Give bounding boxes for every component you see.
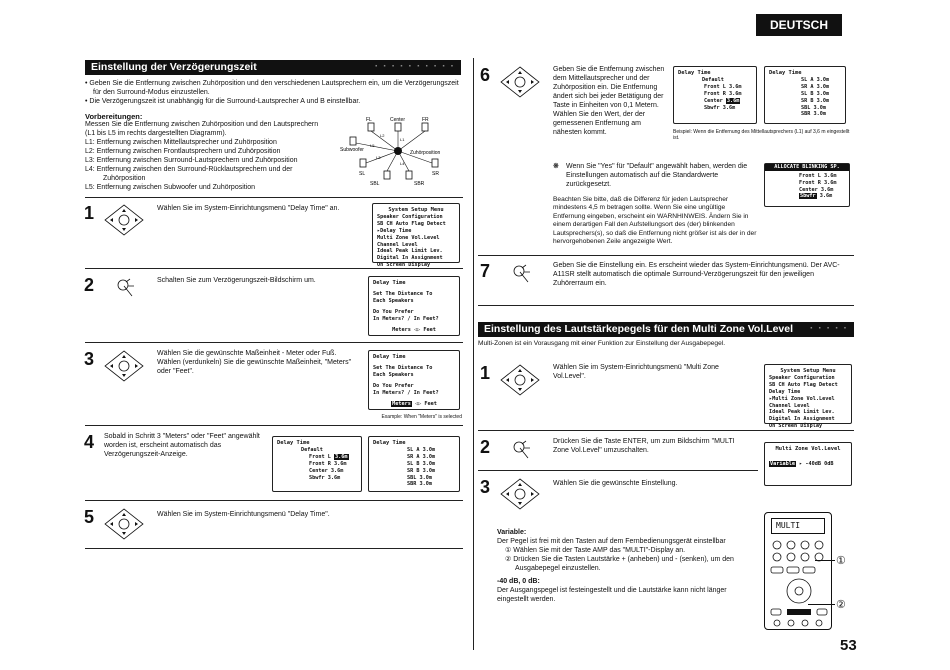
delay-screen-l1: Set The Distance To <box>373 365 433 372</box>
delay-values-screen-front <box>272 436 362 492</box>
banner-dots: · · · · · · · · · · <box>374 60 455 72</box>
variable-item-2: ② Drücken Sie die Tasten Lautstärke + (anheben) und - (senken), um den Ausgabepegel einzustellen. <box>505 555 734 572</box>
dpad-icon <box>500 478 540 510</box>
callout-1: ① <box>836 555 846 567</box>
warning-screen-title: ALLOCATE BLINKING SP. <box>765 164 849 171</box>
delay-values-screen-front-2 <box>673 66 757 124</box>
fixed-text: Der Ausgangspegel ist festeingestellt und die Lautstärke kann nicht länger eingestellt werden. <box>497 587 727 603</box>
mz-step-1-text: Wählen Sie im System-Einrichtungsmenü "Multi Zone Vol.Level". <box>553 364 719 380</box>
distance-l2: L2: Entfernung zwischen Frontlautsprechern und Zuhörposition <box>85 147 281 155</box>
language-tab: DEUTSCH <box>756 14 842 36</box>
prep-heading: Vorbereitungen: <box>85 112 143 121</box>
diagram-l2: L2 <box>380 133 385 138</box>
default-row: Default <box>301 447 323 454</box>
front-row: Front R 3.6m <box>704 90 742 97</box>
intro-bullets <box>85 80 463 107</box>
menu-item-6: Digital In Assignment <box>377 255 443 262</box>
multi-zone-screen <box>764 442 852 486</box>
step-5-text: Wählen Sie im System-Einrichtungsmenü "Delay Time". <box>157 511 330 518</box>
front-row: Front R 3.6m <box>309 460 347 467</box>
menu-item-2: Delay Time <box>769 388 801 395</box>
delay-unit-selected-screen <box>368 350 460 410</box>
mz-step-1-number: 1 <box>480 363 491 383</box>
diagram-fr: FR <box>422 117 429 123</box>
warn-row: Front R 3.6m <box>799 179 837 186</box>
delay-screen-title: Delay Time <box>373 280 406 286</box>
menu-item-4: Channel Level <box>377 241 418 248</box>
step-2-text: Schalten Sie zum Verzögerungszeit-Bildschirm um. <box>157 277 316 284</box>
diagram-listening: Zuhörposition <box>410 150 441 156</box>
delay-values-screen-rear-2 <box>764 66 846 124</box>
variable-items <box>505 547 757 574</box>
step-3-text: Wählen Sie die gewünschte Maßeinheit - Meter oder Fuß. Wählen (verdunkeln) Sie die gewünschte Maßeinheit, "Meters" oder "Feet". <box>157 350 352 375</box>
front-row: Front L 3.6m <box>704 83 742 90</box>
distance-l4: L4: Entfernung zwischen den Surround-Rücklautsprechern und der Zuhörposition <box>85 165 293 182</box>
divider <box>85 197 463 198</box>
enter-button-icon <box>508 262 534 284</box>
delay-values-title: Delay Time <box>769 70 802 76</box>
section-title-delay <box>85 60 461 75</box>
rear-row: SR A 3.0m <box>407 453 436 460</box>
multi-zone-row: Variable ▸ -40dB 0dB <box>770 461 834 468</box>
step-5-number: 5 <box>84 507 95 527</box>
rear-row: SR B 3.0m <box>801 97 830 104</box>
divider <box>85 342 463 343</box>
distance-l1: L1: Entfernung zwischen Mittellautsprecher und Zuhörposition <box>85 139 277 146</box>
default-label: Default <box>702 77 724 84</box>
step-6-number: 6 <box>480 65 491 85</box>
step-4-text: Sobald in Schritt 3 "Meters" oder "Feet" angewählt worden ist, erscheint automatisch das Verzögerungszeit-Anzeige. <box>104 433 260 458</box>
front-row: Sbwfr 3.6m <box>704 104 736 111</box>
meters-selected: Meters <box>392 400 411 407</box>
callout-2: ② <box>836 599 846 611</box>
front-row: Center 3.6m <box>704 97 740 104</box>
delay-screen-l5: Meters ◁▷ Feet <box>392 326 436 333</box>
diagram-l4: L4 <box>400 161 405 166</box>
delay-unit-screen <box>368 276 460 336</box>
mz-step-2-text: Drücken Sie die Taste ENTER, um zum Bildschirm "MULTI Zone Vol.Level" umzuschalten. <box>553 438 735 454</box>
step-3-number: 3 <box>84 349 95 369</box>
front-row: Sbwfr 3.6m <box>309 474 341 481</box>
rear-row: SL A 3.0m <box>407 447 436 454</box>
delay-screen-l4: In Meters? / In Feet? <box>373 315 439 322</box>
delay-screen-l3: Do You Prefer <box>373 308 414 315</box>
menu-item-2: ▸Delay Time <box>377 227 412 234</box>
diagram-sr: SR <box>432 171 439 177</box>
diagram-l5: L5 <box>370 143 375 148</box>
delay-values-title: Delay Time <box>277 440 310 446</box>
delay-screen-l1: Set The Distance To <box>373 291 433 298</box>
step-7-text: Geben Sie die Einstellung ein. Es erscheint wieder das System-Einrichtungsmenü. Der AVC-A11SR stellt automatisch die optimale Surround-Verzögerungszeit für den jeweiligen Zuhörerraum ein. <box>553 262 840 287</box>
menu-item-3: Multi Zone Vol.Level <box>377 234 440 241</box>
variable-heading: Variable: <box>497 529 527 536</box>
rear-row: SR B 3.0m <box>407 467 436 474</box>
menu-item-0: Speaker Configuration <box>769 375 835 382</box>
dpad-icon <box>104 508 144 540</box>
dpad-icon <box>500 364 540 396</box>
dpad-icon <box>104 350 144 382</box>
menu-item-1: SB CH Auto Flag Detect <box>377 220 446 227</box>
warn-row: Sbwfr 3.6m <box>800 193 833 200</box>
front-row: Center 3.6m <box>309 467 344 474</box>
speaker-layout-diagram <box>340 113 460 193</box>
diagram-l3: L3 <box>376 155 381 160</box>
menu-item-7: On Screen Display <box>377 262 431 269</box>
mz-step-3-number: 3 <box>480 477 491 497</box>
default-note: Wenn Sie "Yes" für "Default" angewählt haben, werden die Einstellungen automatisch auf die Standardwerte zurückgesetzt. <box>566 163 748 188</box>
delay-values-title: Delay Time <box>678 70 711 76</box>
distance-list <box>85 139 335 193</box>
warning-screen <box>764 163 850 207</box>
rear-row: SBR 3.0m <box>801 111 826 118</box>
column-separator <box>473 58 474 650</box>
menu-item-5: Ideal Peak Limit Lev. <box>377 248 443 255</box>
diagram-sbr: SBR <box>414 181 425 187</box>
example-caption: Beispiel: Wenn die Entfernung des Mittellautsprechers (L1) auf 3,6 m eingestellt ist. <box>673 129 850 141</box>
delay-screen-l2: Each Speakers <box>373 371 414 378</box>
fixed-heading: -40 dB, 0 dB: <box>497 578 540 585</box>
distance-l3: L3: Entfernung zwischen Surround-Lautsprechern und Zuhörposition <box>85 156 298 164</box>
prep-text: Messen Sie die Entfernung zwischen Zuhörposition und den Lautsprechern (L1 bis L5 im rechts dargestellten Diagramm). <box>85 121 319 137</box>
divider <box>85 500 463 501</box>
rear-row: SBR 3.0m <box>407 481 432 488</box>
menu-item-3: ▸Multi Zone Vol.Level <box>769 395 835 402</box>
remote-display: MULTI <box>771 518 825 534</box>
step-7-number: 7 <box>480 261 491 281</box>
callout-2-line <box>808 604 835 605</box>
enter-button-icon <box>508 438 534 460</box>
variable-item-1: ① Wählen Sie mit der Taste AMP das "MULTI"-Display an. <box>505 547 686 554</box>
divider <box>85 268 463 269</box>
rear-row: SL B 3.0m <box>801 90 830 97</box>
step-1-text: Wählen Sie im System-Einrichtungsmenü "Delay Time" an. <box>157 205 340 212</box>
callout-1-line <box>815 560 835 561</box>
menu-title: System Setup Menu <box>388 207 444 213</box>
step-4-number: 4 <box>84 432 95 452</box>
diagram-l1: L1 <box>400 137 405 142</box>
diagram-sl: SL <box>359 171 366 177</box>
page-number: 53 <box>840 637 857 654</box>
divider <box>478 255 854 256</box>
step-6-text: Geben Sie die Entfernung zwischen dem Mittellautsprecher und der Zuhörposition ein. Die Entfernung ändert sich bei jeder Betätigung der Taste in Einheiten von 0,1 Metern. Wählen Sie den Wert, der der gemessenen Entfernung am nähesten kommt. <box>553 66 665 136</box>
warn-row: Center 3.6m <box>799 186 834 193</box>
rear-row: SL A 3.0m <box>801 77 830 84</box>
warn-row: Front L 3.6m <box>799 172 837 179</box>
menu-item-1: SB CH Auto Flag Detect <box>769 381 838 388</box>
variable-text: Der Pegel ist frei mit den Tasten auf dem Fernbedienungsgerät einstellbar <box>497 538 726 545</box>
enter-button-icon <box>112 276 138 298</box>
rear-row: SL B 3.0m <box>407 460 436 467</box>
step-3-caption: Example: When "Meters" is selected <box>381 414 462 420</box>
variable-option: Variable <box>770 461 795 468</box>
banner-dots: · · · · · <box>809 322 848 334</box>
diagram-subwoofer: Subwoofer <box>340 147 364 153</box>
bullet-2: • Die Verzögerungszeit ist unabhängig für die Surround-Lautsprecher A und B einstellbar. <box>85 97 361 105</box>
front-row: Front L 3.6m <box>309 453 348 460</box>
diagram-fl: FL <box>366 117 372 123</box>
menu-item-0: Speaker Configuration <box>377 214 443 221</box>
delay-values-screen-rear <box>368 436 460 492</box>
delay-values-title: Delay Time <box>373 440 406 446</box>
divider <box>85 548 463 549</box>
divider <box>478 470 758 471</box>
diagram-sbl: SBL <box>370 181 380 187</box>
distance-l5: L5: Entfernung zwischen Subwoofer und Zuhörposition <box>85 183 256 191</box>
dpad-icon <box>500 66 540 98</box>
remote-buttons <box>765 537 833 631</box>
rear-row: SBL 3.0m <box>801 104 826 111</box>
divider <box>478 305 854 306</box>
delay-screen-title: Delay Time <box>373 354 406 360</box>
delay-screen-l2: Each Speakers <box>373 297 414 304</box>
delay-screen-l3: Do You Prefer <box>373 382 414 389</box>
divider <box>478 430 854 431</box>
section-title-multizone-text: Einstellung des Lautstärkepegels für den Multi Zone Vol.Level <box>484 323 794 335</box>
mz-step-3-text: Wählen Sie die gewünschte Einstellung. <box>553 480 678 487</box>
section-title-delay-text: Einstellung der Verzögerungszeit <box>91 61 257 73</box>
multizone-intro: Multi-Zonen ist ein Vorausgang mit einer Funktion zur Einstellung der Ausgabepegel. <box>478 340 726 347</box>
step-1-number: 1 <box>84 203 95 223</box>
diagram-center: Center <box>390 117 406 123</box>
delay-screen-l4: In Meters? / In Feet? <box>373 389 439 396</box>
mz-step-2-number: 2 <box>480 437 491 457</box>
bullet-1: • Geben Sie die Entfernung zwischen Zuhörposition und den verschiedenen Lautsprechern ein, um die Verzögerungszeit für den Surround-Modus einzustellen. <box>85 80 459 96</box>
default-note-marker: ※ <box>553 163 559 170</box>
warning-text: Beachten Sie bitte, daß die Differenz für jeden Lautsprecher mindestens 4,5 m betragen sollte. Wenn Sie eine ungültige Entfernung eingeben, erscheint ein WARNHINWEIS. Ändern Sie in einem derartigen Fall den Aufstellungsort des (der) blinkenden Lautsprechers(s), so daß die Entfernung nicht größer ist als der in der hervorgehobenen Zeile angezeigte Wert. <box>553 196 757 246</box>
divider <box>85 425 463 426</box>
dpad-icon <box>104 204 144 236</box>
system-setup-menu-screen <box>372 203 460 269</box>
section-title-multizone <box>478 322 854 337</box>
menu-item-4: Channel Level <box>769 402 810 409</box>
step-2-number: 2 <box>84 275 95 295</box>
delay-screen-l5: Meters ◁▷ Feet <box>392 400 437 407</box>
system-setup-menu-screen-2 <box>764 364 852 430</box>
rear-row: SBL 3.0m <box>407 474 432 481</box>
menu-item-5: Ideal Peak Limit Lev. <box>769 409 835 416</box>
multi-zone-title: Multi Zone Vol.Level <box>775 446 841 452</box>
rear-row: SR A 3.0m <box>801 83 830 90</box>
menu-item-6: Digital In Assignment <box>769 416 835 423</box>
remote-control <box>764 512 832 630</box>
menu-title: System Setup Menu <box>780 368 836 374</box>
menu-item-7: On Screen Display <box>769 423 823 430</box>
